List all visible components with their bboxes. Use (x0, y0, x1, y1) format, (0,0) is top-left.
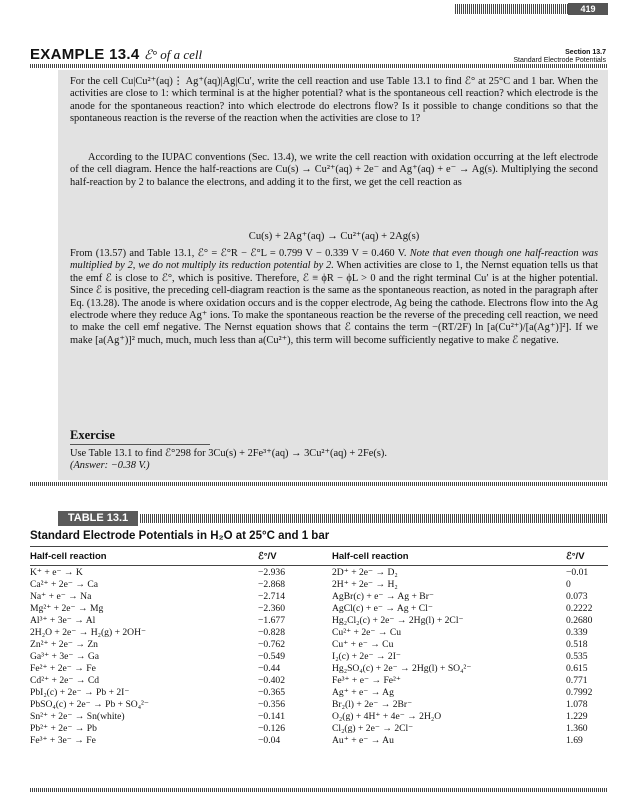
potential-right: −0.01 (566, 567, 589, 578)
potential-right: 0.073 (566, 591, 588, 602)
potential-left: −1.677 (258, 615, 285, 626)
caption-rule (30, 546, 608, 547)
potential-right: 0.339 (566, 627, 588, 638)
table-caption: Standard Electrode Potentials in H₂O at 25°C and 1 bar (30, 530, 330, 542)
half-cell-reaction-right: Hg₂SO₄(c) + 2e⁻ → 2Hg(l) + SO₄²⁻ (332, 663, 472, 674)
table-row (30, 639, 608, 651)
half-cell-reaction-left: Ga³⁺ + 3e⁻ → Ga (30, 651, 100, 662)
half-cell-reaction-left: K⁺ + e⁻ → K (30, 567, 83, 578)
table-row (30, 699, 608, 711)
section-label (513, 48, 606, 64)
half-cell-reaction-right: Hg₂Cl₂(c) + 2e⁻ → 2Hg(l) + 2Cl⁻ (332, 615, 464, 626)
half-cell-reaction-left: Zn²⁺ + 2e⁻ → Zn (30, 639, 98, 650)
example-title (30, 46, 202, 63)
table-row (30, 687, 608, 699)
half-cell-reaction-left: 2H₂O + 2e⁻ → H₂(g) + 2OH⁻ (30, 627, 147, 638)
half-cell-reaction-right: Au⁺ + e⁻ → Au (332, 735, 394, 746)
potential-right: 0 (566, 579, 571, 590)
table-row (30, 615, 608, 627)
potential-left: −0.04 (258, 735, 281, 746)
potential-left: −0.44 (258, 663, 281, 674)
half-cell-reaction-right: AgCl(c) + e⁻ → Ag + Cl⁻ (332, 603, 433, 614)
col-header-potential-left: ℰ°/V (258, 551, 277, 562)
half-cell-reaction-left: Sn²⁺ + 2e⁻ → Sn(white) (30, 711, 125, 722)
col-header-reaction-right: Half-cell reaction (332, 551, 409, 562)
table-body (30, 567, 608, 747)
potential-left: −2.868 (258, 579, 285, 590)
emphasis-note: Note that even though one half-reaction was multiplied by 2, we do not multiply its reduction potential by 2. (70, 248, 598, 272)
half-cell-reaction-left: Cd²⁺ + 2e⁻ → Cd (30, 675, 100, 686)
cell-reaction-equation: Cu(s) + 2Ag⁺(aq) → Cu²⁺(aq) + 2Ag(s) (248, 231, 420, 242)
half-cell-reaction-right: AgBr(c) + e⁻ → Ag + Br⁻ (332, 591, 434, 602)
example-end-rule (30, 482, 608, 486)
half-cell-reaction-left: Fe²⁺ + 2e⁻ → Fe (30, 663, 96, 674)
potential-left: −0.402 (258, 675, 285, 686)
nernst-discussion: When activities are close to 1, the Nernst equation tells us that the emf ℰ is close to ℰ°, which is positive. Therefore, ℰ ≡ ϕR − ϕL > 0 and the right terminal Cu′ is at the higher potential. Since ℰ is positive, the preceding cell-diagram reaction is the same as the spontaneous reaction, as noted in the paragraph after Eq. (13.28). The anode is where oxidation occurs and is the copper electrode, Ag being the cathode. Electrons flow into the Ag electrode where they reduce Ag⁺ ions. To make the spontaneous reaction be the reverse of the preceding cell reaction, we need to make the cell emf negative. The Nernst equation shows that ℰ contains the term −(RT/2F) ln [a(Cu²⁺)/[a(Ag⁺)]²]. If we make [a(Ag⁺)]² much, much, much less than a(Cu²⁺), this term will become sufficiently negative to make ℰ negative. (70, 260, 598, 346)
half-cell-reaction-right: 2H⁺ + 2e⁻ → H₂ (332, 579, 398, 590)
half-cell-reaction-left: Fe³⁺ + 3e⁻ → Fe (30, 735, 96, 746)
potential-left: −0.762 (258, 639, 285, 650)
table-row (30, 579, 608, 591)
table-row (30, 711, 608, 723)
half-cell-reaction-right: I₂(c) + 2e⁻ → 2I⁻ (332, 651, 401, 662)
half-cell-reaction-right: Cu²⁺ + 2e⁻ → Cu (332, 627, 402, 638)
half-cell-reaction-left: Mg²⁺ + 2e⁻ → Mg (30, 603, 104, 614)
exercise-answer: (Answer: −0.38 V.) (70, 460, 150, 472)
table-row (30, 735, 608, 747)
half-cell-reaction-left: Al³⁺ + 3e⁻ → Al (30, 615, 96, 626)
table-row (30, 591, 608, 603)
table-tag-rule (140, 514, 608, 523)
half-cell-reaction-right: Br₂(l) + 2e⁻ → 2Br⁻ (332, 699, 413, 710)
potential-left: −0.141 (258, 711, 285, 722)
half-cell-reaction-right: Cl₂(g) + 2e⁻ → 2Cl⁻ (332, 723, 414, 734)
example-question: For the cell Cu|Cu²⁺(aq)⋮ Ag⁺(aq)|Ag|Cu′, write the cell reaction and use Table 13.1 to find ℰ° at 25°C and 1 bar. When the activities are close to 1: which terminal is at the higher potential? what is the spontaneous cell reaction? which electrode is the anode for the spontaneous reaction? into which electrode do electrons flow? Is it possible to change conditions so that the spontaneous reaction is the reverse of the reaction when the activities are close to 1? (70, 76, 598, 125)
half-cell-reaction-right: 2D⁺ + 2e⁻ → D₂ (332, 567, 398, 578)
table-row (30, 603, 608, 615)
col-header-potential-right: ℰ°/V (566, 551, 585, 562)
potential-right: 0.771 (566, 675, 588, 686)
example-solution-body (70, 248, 598, 347)
potential-left: −2.360 (258, 603, 285, 614)
half-cell-reaction-left: Pb²⁺ + 2e⁻ → Pb (30, 723, 97, 734)
half-cell-reaction-right: O₂(g) + 4H⁺ + 4e⁻ → 2H₂O (332, 711, 442, 722)
potential-right: 1.078 (566, 699, 588, 710)
potential-right: 0.518 (566, 639, 588, 650)
potential-left: −2.936 (258, 567, 285, 578)
exercise-underline (70, 444, 210, 445)
table-row (30, 723, 608, 735)
table-tag: TABLE 13.1 (58, 511, 138, 526)
table-row (30, 651, 608, 663)
potential-left: −0.126 (258, 723, 285, 734)
potential-right: 1.69 (566, 735, 583, 746)
potential-right: 0.2222 (566, 603, 593, 614)
potential-left: −0.365 (258, 687, 285, 698)
example-label: EXAMPLE 13.4 (30, 46, 140, 63)
table-bottom-rule (30, 788, 608, 792)
potential-right: 0.2680 (566, 615, 593, 626)
emf-calculation: From (13.57) and Table 13.1, ℰ° = ℰ°R − ℰ°L = 0.799 V − 0.339 V = 0.460 V. (70, 248, 407, 259)
exercise-heading: Exercise (70, 428, 115, 442)
table-row (30, 675, 608, 687)
potential-right: 0.7992 (566, 687, 593, 698)
page-number: 419 (568, 3, 608, 15)
example-rule (30, 64, 608, 68)
exercise-question: Use Table 13.1 to find ℰ°298 for 3Cu(s) + 2Fe³⁺(aq) → 3Cu²⁺(aq) + 2Fe(s). (70, 448, 387, 459)
example-subtitle: ℰ° of a cell (143, 47, 203, 62)
potential-left: −0.828 (258, 627, 285, 638)
col-header-reaction-left: Half-cell reaction (30, 551, 107, 562)
potential-right: 1.229 (566, 711, 588, 722)
half-cell-reaction-left: PbSO₄(c) + 2e⁻ → Pb + SO₄²⁻ (30, 699, 149, 710)
half-cell-reaction-left: Ca²⁺ + 2e⁻ → Ca (30, 579, 98, 590)
section-title: Standard Electrode Potentials (513, 57, 606, 64)
potential-right: 0.535 (566, 651, 588, 662)
potential-left: −0.549 (258, 651, 285, 662)
table-row (30, 627, 608, 639)
potential-left: −2.714 (258, 591, 285, 602)
potential-right: 0.615 (566, 663, 588, 674)
half-cell-reaction-right: Ag⁺ + e⁻ → Ag (332, 687, 394, 698)
half-cell-reaction-left: PbI₂(c) + 2e⁻ → Pb + 2I⁻ (30, 687, 130, 698)
header-rule-line (30, 565, 608, 566)
potential-right: 1.360 (566, 723, 588, 734)
example-solution-intro: According to the IUPAC conventions (Sec. 13.4), we write the cell reaction with oxidation occurring at the left electrode of the cell diagram. Hence the half-reactions are Cu(s) → Cu²⁺(aq) + 2e⁻ and Ag⁺(aq) + e⁻ → Ag(s). Multiplying the second half-reaction by 2 to balance the electrons, and adding it to the first, we get the cell reaction as (70, 152, 598, 188)
exercise-text (70, 448, 598, 473)
table-row (30, 663, 608, 675)
table-row (30, 567, 608, 579)
half-cell-reaction-right: Cu⁺ + e⁻ → Cu (332, 639, 394, 650)
half-cell-reaction-right: Fe³⁺ + e⁻ → Fe²⁺ (332, 675, 401, 686)
section-number: Section 13.7 (565, 49, 606, 56)
half-cell-reaction-left: Na⁺ + e⁻ → Na (30, 591, 92, 602)
potential-left: −0.356 (258, 699, 285, 710)
